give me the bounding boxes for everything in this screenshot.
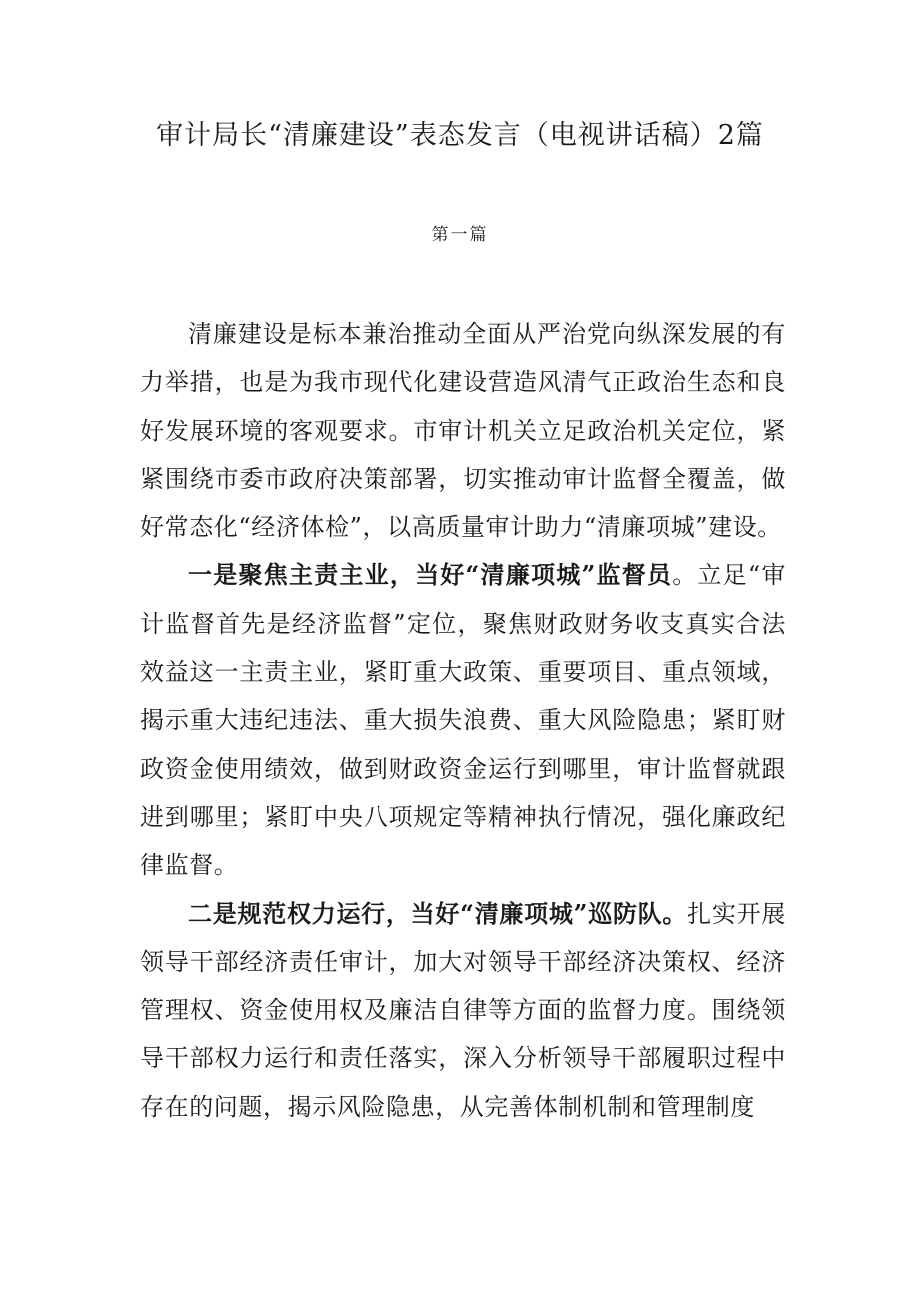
paragraph-text: 清廉建设是标本兼治推动全面从严治党向纵深发展的有力举措，也是为我市现代化建设营造风清气正政治生态和良好发展环境的客观要求。市审计机关立足政治机关定位，紧紧围绕市委市政府决策部署，切实推动审计监督全覆盖，做好常态化“经济体检”，以高质量审计助力“清廉项城”建设。 [140,320,786,542]
paragraph-text: 扎实开展领导干部经济责任审计，加大对领导干部经济决策权、经济管理权、资金使用权及廉洁自律等方面的监督力度。围绕领导干部权力运行和责任落实，深入分析领导干部履职过程中存在的问题，揭示风险隐患，从完善体制机制和管理制度 [140,899,786,1121]
paragraph-text: 。立足“审计监督首先是经济监督”定位，聚焦财政财务收支真实合法效益这一主责主业，紧盯重大政策、重要项目、重点领域，揭示重大违纪违法、重大损失浪费、重大风险隐患；紧盯财政资金使用绩效，做到财政资金运行到哪里，审计监督就跟进到哪里；紧盯中央八项规定等精神执行情况，强化廉政纪律监督。 [140,561,786,880]
paragraph-intro [140,310,786,551]
paragraph-lead: 一是聚焦主责主业，当好“清廉项城”监督员 [188,560,673,590]
document-body [140,310,786,1131]
paragraph-point-two [140,890,786,1131]
paragraph-lead: 二是规范权力运行，当好“清廉项城”巡防队。 [188,898,688,928]
document-title: 审计局长“清廉建设”表态发言（电视讲话稿）2篇 [156,120,764,151]
paragraph-point-one [140,551,786,889]
section-label: 第一篇 [431,225,489,245]
